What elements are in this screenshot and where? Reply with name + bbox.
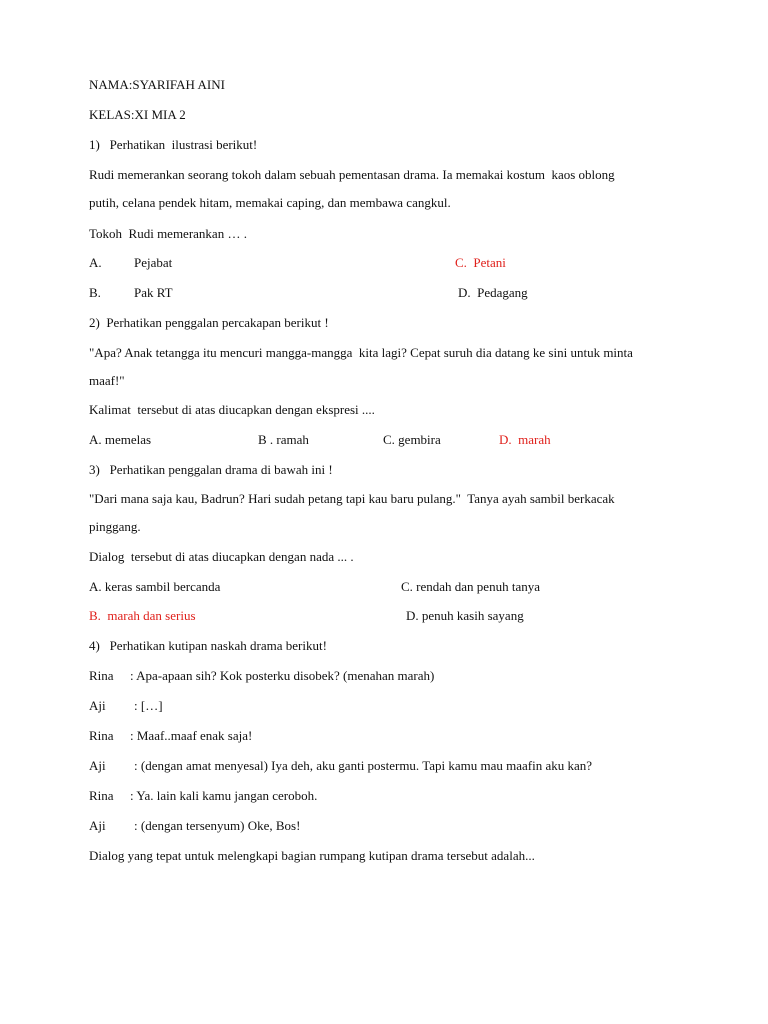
dialog-line: : Maaf..maaf enak saja! bbox=[130, 728, 253, 743]
q1-option-c-answer: C. Petani bbox=[455, 255, 506, 270]
q2-option-b: B . ramah bbox=[258, 432, 309, 447]
question-1-question: Tokoh Rudi memerankan … . bbox=[89, 226, 247, 241]
q1-option-b-letter: B. bbox=[89, 285, 101, 300]
dialog-line: : (dengan amat menyesal) Iya deh, aku ganti postermu. Tapi kamu mau maafin aku kan? bbox=[134, 758, 593, 773]
question-3-quote-line-2: pinggang. bbox=[89, 519, 141, 534]
question-1-text-line-1: Rudi memerankan seorang tokoh dalam sebuah pementasan drama. Ia memakai kostum kaos oblong bbox=[89, 167, 615, 182]
dialog-speaker: Aji bbox=[89, 758, 106, 773]
question-1-prompt: 1) Perhatikan ilustrasi berikut! bbox=[89, 137, 258, 152]
q3-option-c: C. rendah dan penuh tanya bbox=[401, 579, 540, 594]
q3-option-a: A. keras sambil bercanda bbox=[89, 579, 221, 594]
q1-option-a-letter: A. bbox=[89, 255, 102, 270]
q3-option-b-answer: B. marah dan serius bbox=[89, 608, 196, 623]
question-3-quote-line-1: "Dari mana saja kau, Badrun? Hari sudah petang tapi kau baru pulang." Tanya ayah sambil berkacak bbox=[89, 491, 615, 506]
q3-option-d: D. penuh kasih sayang bbox=[406, 608, 524, 623]
question-2-prompt: 2) Perhatikan penggalan percakapan berikut ! bbox=[89, 315, 329, 330]
q1-option-d: D. Pedagang bbox=[458, 285, 528, 300]
question-4-prompt: 4) Perhatikan kutipan naskah drama berikut! bbox=[89, 638, 327, 653]
dialog-line: : Apa-apaan sih? Kok posterku disobek? (menahan marah) bbox=[130, 668, 435, 683]
dialog-speaker: Rina bbox=[89, 788, 114, 803]
dialog-line: : Ya. lain kali kamu jangan ceroboh. bbox=[130, 788, 318, 803]
dialog-speaker: Aji bbox=[89, 818, 106, 833]
question-2-quote-line-1: "Apa? Anak tetangga itu mencuri mangga-mangga kita lagi? Cepat suruh dia datang ke sini untuk minta bbox=[89, 345, 633, 360]
question-2-question: Kalimat tersebut di atas diucapkan dengan ekspresi .... bbox=[89, 402, 375, 417]
dialog-line-blank: : […] bbox=[134, 698, 163, 713]
question-2-quote-line-2: maaf!" bbox=[89, 373, 125, 388]
question-3-question: Dialog tersebut di atas diucapkan dengan nada ... . bbox=[89, 549, 354, 564]
q1-option-b-text: Pak RT bbox=[134, 285, 173, 300]
question-3-prompt: 3) Perhatikan penggalan drama di bawah ini ! bbox=[89, 462, 333, 477]
student-name: NAMA:SYARIFAH AINI bbox=[89, 77, 225, 92]
q2-option-d-answer: D. marah bbox=[499, 432, 551, 447]
q2-option-a: A. memelas bbox=[89, 432, 152, 447]
question-1-text-line-2: putih, celana pendek hitam, memakai caping, dan membawa cangkul. bbox=[89, 195, 451, 210]
dialog-speaker: Aji bbox=[89, 698, 106, 713]
dialog-speaker: Rina bbox=[89, 728, 114, 743]
dialog-line: : (dengan tersenyum) Oke, Bos! bbox=[134, 818, 301, 833]
student-class: KELAS:XI MIA 2 bbox=[89, 107, 186, 122]
question-4-question: Dialog yang tepat untuk melengkapi bagian rumpang kutipan drama tersebut adalah... bbox=[89, 848, 535, 863]
dialog-speaker: Rina bbox=[89, 668, 114, 683]
q1-option-a-text: Pejabat bbox=[134, 255, 173, 270]
q2-option-c: C. gembira bbox=[383, 432, 441, 447]
